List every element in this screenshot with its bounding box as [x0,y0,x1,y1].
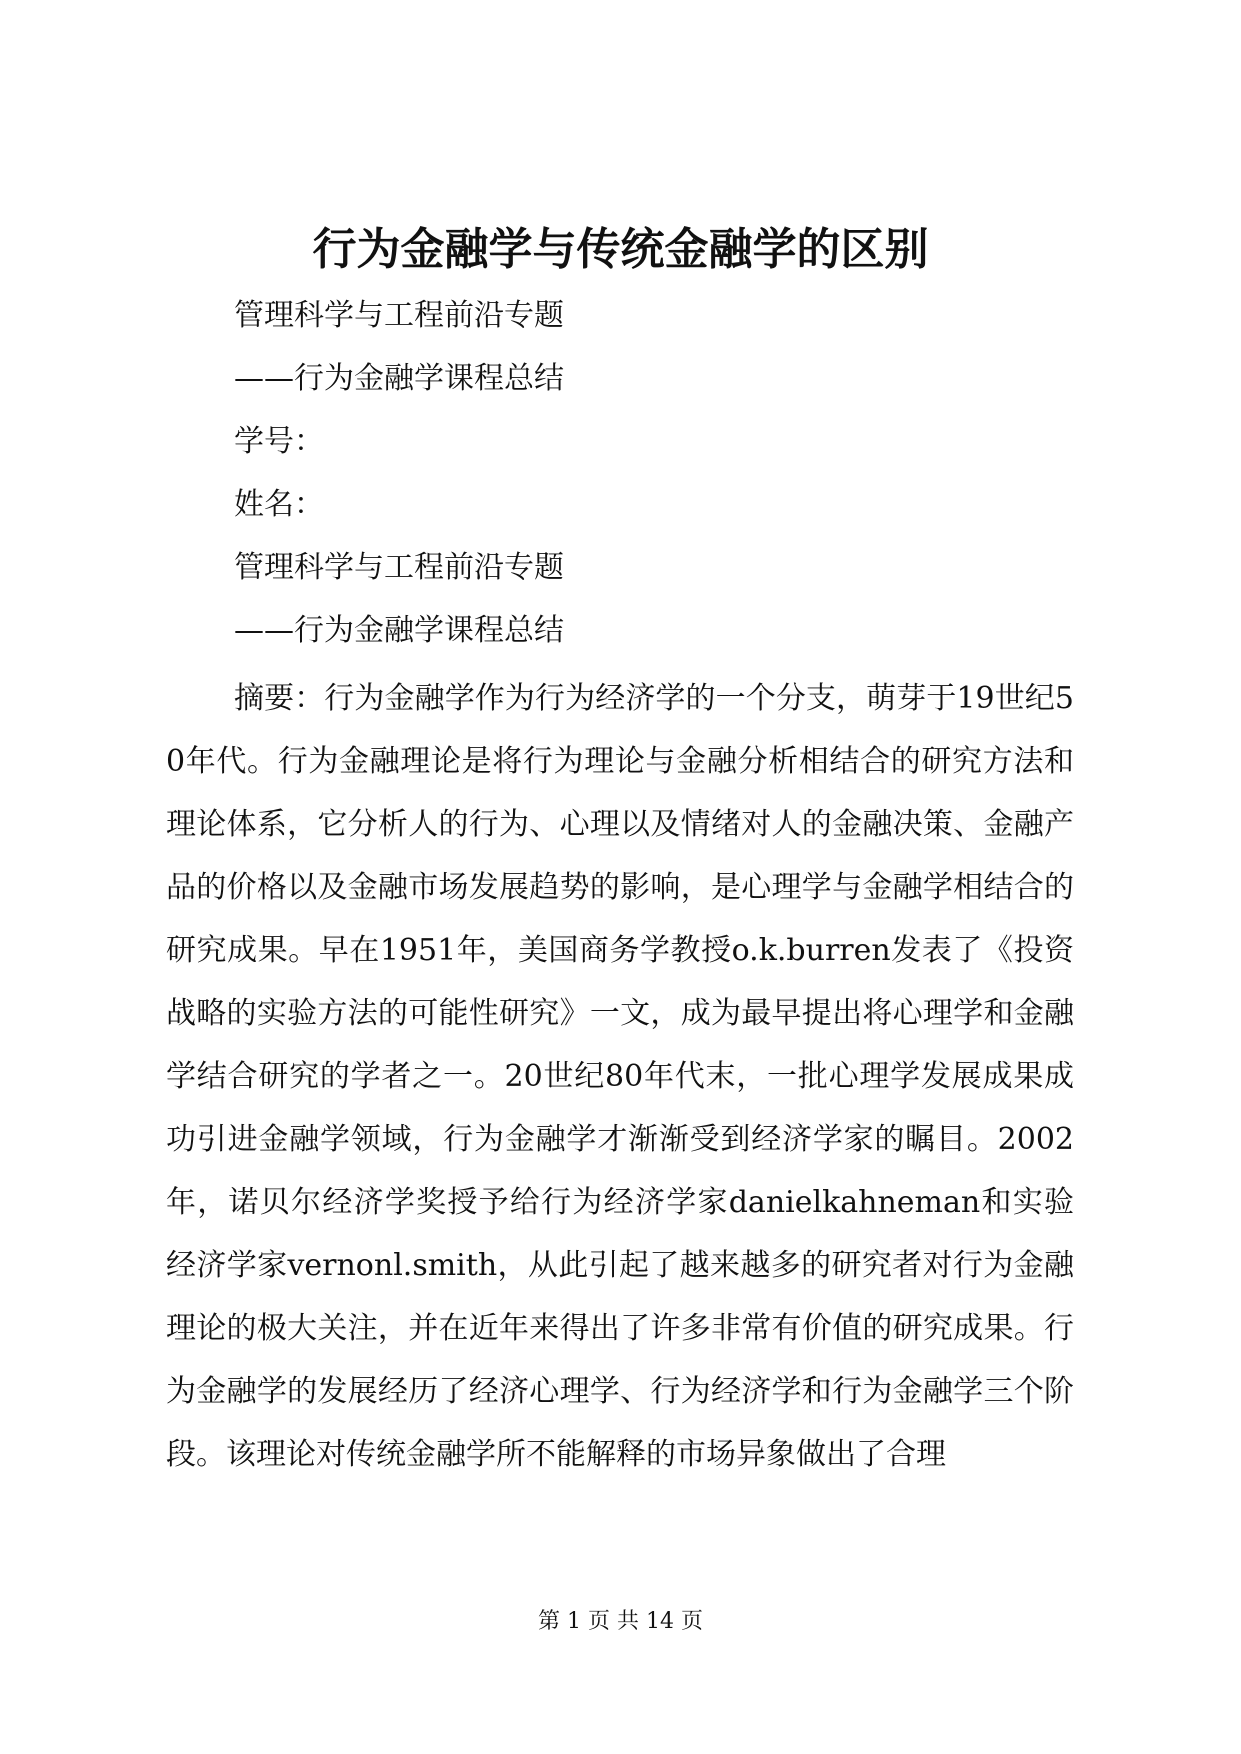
header-line-subtitle-repeat: ——行为金融学课程总结 [234,613,564,648]
document-title: 行为金融学与传统金融学的区别 [312,224,929,275]
header-line-course: 管理科学与工程前沿专题 [234,298,564,333]
abstract-paragraph: 摘要：行为金融学作为行为经济学的一个分支，萌芽于19世纪50年代。行为金融理论是将行为理论与金融分析相结合的研究方法和理论体系，它分析人的行为、心理以及情绪对人的金融决策、金融产品的价格以及金融市场发展趋势的影响，是心理学与金融学相结合的研究成果。早在1951年，美国商务学教授o.k.burren发表了《投资战略的实验方法的可能性研究》一文，成为最早提出将心理学和金融学结合研究的学者之一。20世纪80年代末，一批心理学发展成果成功引进金融学领域，行为金融学才渐渐受到经济学家的瞩目。2002年，诺贝尔经济学奖授予给行为经济学家danielkahneman和实验经济学家vernonl.smith，从此引起了越来越多的研究者对行为金融理论的极大关注，并在近年来得出了许多非常有价值的研究成果。行为金融学的发展经历了经济心理学、行为经济学和行为金融学三个阶段。该理论对传统金融学所不能解释的市场异象做出了合理 [166,681,1074,1472]
header-line-student-id: 学号： [234,424,324,459]
header-line-course-repeat: 管理科学与工程前沿专题 [234,550,564,585]
page-footer: 第 1 页 共 14 页 [538,1609,703,1634]
header-line-subtitle: ——行为金融学课程总结 [234,361,564,396]
header-line-name: 姓名： [234,487,324,522]
